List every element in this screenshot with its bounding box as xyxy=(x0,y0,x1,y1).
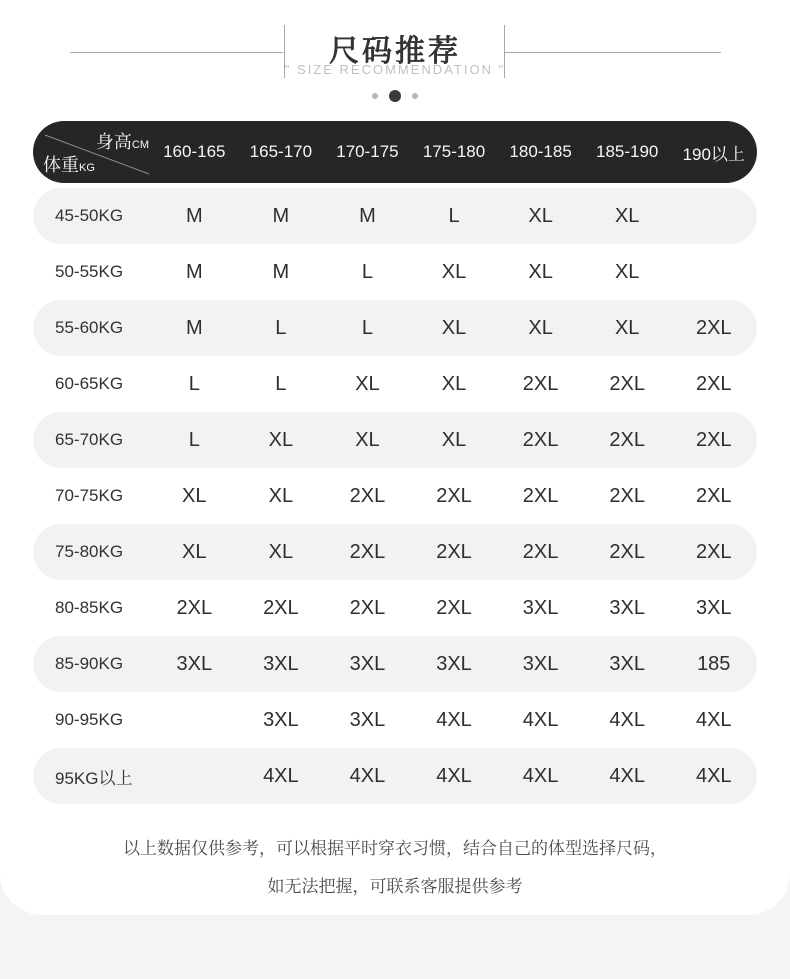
size-cell: 4XL xyxy=(695,708,732,731)
size-cell: XL xyxy=(528,204,553,227)
size-cell: 4XL xyxy=(609,708,645,731)
size-cell: 4XL xyxy=(609,764,645,787)
size-cell: 2XL xyxy=(349,540,386,563)
size-cell: XL xyxy=(268,540,294,563)
size-cell: 3XL xyxy=(176,652,213,675)
table-row xyxy=(33,692,757,748)
size-cell: XL xyxy=(268,484,294,507)
size-cell: 2XL xyxy=(522,484,559,507)
weight-label: 95KG以上 xyxy=(55,768,133,788)
size-cell: XL xyxy=(528,260,553,283)
size-cell: 2XL xyxy=(609,484,645,507)
height-column-header: 165-170 xyxy=(249,142,313,161)
size-cell: 4XL xyxy=(436,708,472,731)
size-cell: 2XL xyxy=(609,372,645,395)
height-column-header: 180-185 xyxy=(509,142,572,161)
size-cell: L xyxy=(361,316,373,339)
size-cell: XL xyxy=(182,484,207,507)
weight-label: 75-80KG xyxy=(55,542,124,561)
size-cell: 2XL xyxy=(522,540,559,563)
size-cell: L xyxy=(275,316,287,339)
size-cell: 3XL xyxy=(263,708,299,731)
table-row xyxy=(33,524,757,580)
size-cell: XL xyxy=(268,428,294,451)
size-cell: 4XL xyxy=(436,764,472,787)
table-row xyxy=(33,412,757,468)
footer-note-line2: 如无法把握，可联系客服提供参考 xyxy=(267,877,523,896)
height-column-header: 170-175 xyxy=(336,142,399,161)
carousel-dot-active xyxy=(389,90,401,102)
weight-label: 85-90KG xyxy=(55,654,124,673)
size-table xyxy=(33,121,757,804)
size-cell: XL xyxy=(441,316,467,339)
size-cell: M xyxy=(272,260,290,283)
size-cell: XL xyxy=(355,372,380,395)
page-subtitle: " SIZE RECOMMENDATION " xyxy=(284,62,506,77)
size-cell: 3XL xyxy=(609,596,645,619)
size-cell: 2XL xyxy=(436,596,472,619)
table-row xyxy=(33,636,757,692)
size-cell: XL xyxy=(441,428,467,451)
size-cell: 2XL xyxy=(695,372,732,395)
table-row xyxy=(33,748,757,804)
size-cell: XL xyxy=(441,372,467,395)
size-cell: 3XL xyxy=(522,652,559,675)
size-cell: L xyxy=(188,372,200,395)
size-cell: M xyxy=(272,204,290,227)
size-cell: M xyxy=(185,204,203,227)
table-row xyxy=(33,468,757,524)
size-cell: M xyxy=(359,204,376,227)
size-cell: 3XL xyxy=(436,652,472,675)
height-axis-label xyxy=(96,128,149,154)
table-row xyxy=(33,580,757,636)
size-cell: L xyxy=(188,428,200,451)
table-row xyxy=(33,300,757,356)
weight-axis-text: 体重 xyxy=(43,155,79,175)
weight-label: 80-85KG xyxy=(55,598,124,617)
size-cell: 3XL xyxy=(609,652,645,675)
title-block xyxy=(0,0,790,105)
size-cell: XL xyxy=(528,316,553,339)
size-cell: XL xyxy=(441,260,467,283)
size-cell: 2XL xyxy=(176,596,213,619)
height-column-header: 160-165 xyxy=(163,142,226,161)
size-cell: 185 xyxy=(697,652,731,675)
weight-label: 65-70KG xyxy=(55,430,124,449)
size-cell: 2XL xyxy=(695,428,732,451)
size-cell: XL xyxy=(614,204,640,227)
size-cell: 2XL xyxy=(349,596,386,619)
table-row xyxy=(33,188,757,244)
height-axis-text: 身高 xyxy=(95,132,132,152)
size-cell: 4XL xyxy=(522,708,559,731)
height-column-header: 175-180 xyxy=(422,142,486,161)
size-cell: XL xyxy=(182,540,207,563)
carousel-dots xyxy=(0,90,790,102)
carousel-dot xyxy=(412,93,418,99)
weight-axis-label xyxy=(43,151,95,177)
weight-label: 60-65KG xyxy=(55,374,124,393)
size-cell: 3XL xyxy=(349,708,386,731)
size-cell: M xyxy=(185,316,203,339)
size-cell: 2XL xyxy=(695,540,732,563)
weight-label: 50-55KG xyxy=(55,262,124,281)
carousel-dot xyxy=(372,93,378,99)
size-cell: 4XL xyxy=(263,764,299,787)
size-cell: 3XL xyxy=(695,596,732,619)
size-cell: XL xyxy=(614,260,640,283)
size-cell: XL xyxy=(355,428,380,451)
size-cell: 2XL xyxy=(609,428,645,451)
size-cell: 2XL xyxy=(695,316,732,339)
height-axis-unit: CM xyxy=(131,139,149,151)
table-header-row xyxy=(33,121,757,183)
size-cell: 4XL xyxy=(695,764,732,787)
size-cell: 2XL xyxy=(436,484,472,507)
weight-label: 45-50KG xyxy=(55,206,124,225)
footer-note xyxy=(0,830,790,906)
height-column-header: 185-190 xyxy=(595,142,659,161)
footer-note-line1: 以上数据仅供参考，可以根据平时穿衣习惯，结合自己的体型选择尺码， xyxy=(123,839,667,858)
table-row xyxy=(33,244,757,300)
table-row xyxy=(33,356,757,412)
size-cell: 2XL xyxy=(522,428,559,451)
page-title: 尺码推荐 xyxy=(329,35,461,68)
size-cell: L xyxy=(448,204,460,227)
size-cell: 2XL xyxy=(522,372,559,395)
size-cell: 3XL xyxy=(349,652,386,675)
weight-axis-unit: KG xyxy=(79,162,95,174)
size-cell: L xyxy=(361,260,373,283)
size-cell: XL xyxy=(614,316,640,339)
height-column-header: 190以上 xyxy=(682,144,745,164)
weight-label: 70-75KG xyxy=(55,486,124,505)
size-cell: 2XL xyxy=(609,540,645,563)
size-cell: 3XL xyxy=(522,596,559,619)
size-cell: 2XL xyxy=(695,484,732,507)
size-cell: 4XL xyxy=(522,764,559,787)
weight-label: 55-60KG xyxy=(55,318,124,337)
table-corner-cell xyxy=(33,121,151,183)
size-cell: 2XL xyxy=(349,484,386,507)
size-cell: 2XL xyxy=(263,596,299,619)
size-cell: M xyxy=(185,260,203,283)
weight-label: 90-95KG xyxy=(55,710,124,729)
size-cell: 3XL xyxy=(263,652,299,675)
table-body xyxy=(33,188,757,804)
size-cell: 4XL xyxy=(349,764,386,787)
size-cell: 2XL xyxy=(436,540,472,563)
size-cell: L xyxy=(275,372,287,395)
